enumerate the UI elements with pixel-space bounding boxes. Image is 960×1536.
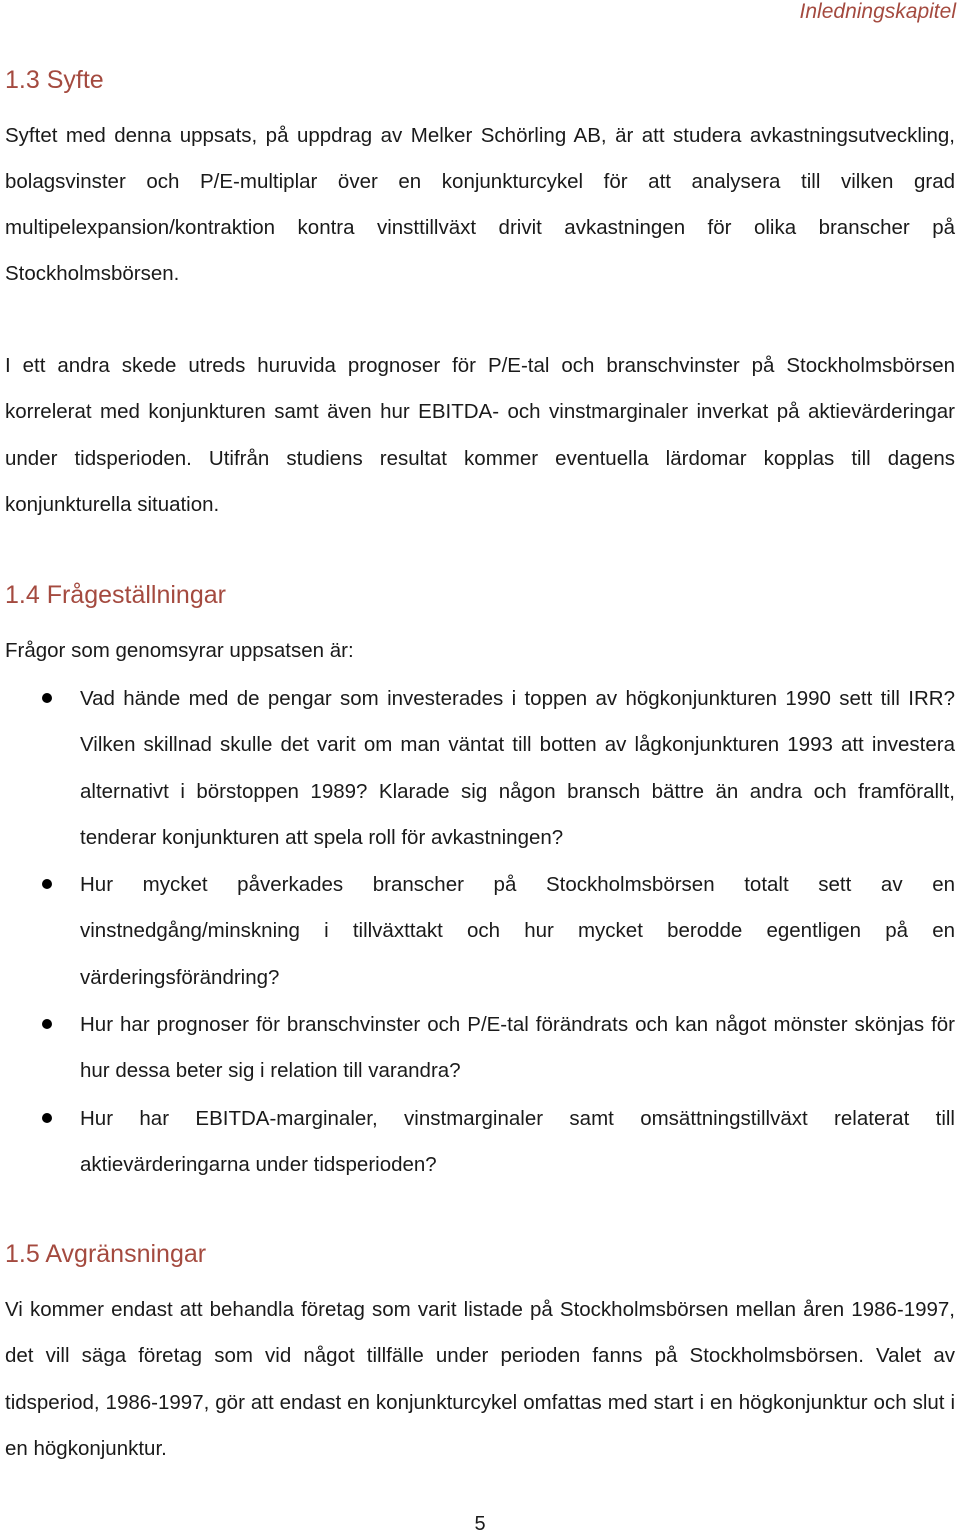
question-item bbox=[0, 1096, 960, 1189]
question-item bbox=[0, 862, 960, 1001]
page-number: 5 bbox=[474, 1513, 486, 1535]
section-heading-fragestallningar: 1.4 Frågeställningar bbox=[5, 581, 226, 609]
section-heading-syfte: 1.3 Syfte bbox=[5, 66, 104, 94]
running-header: Inledningskapitel bbox=[799, 0, 956, 23]
question-text: Hur mycket påverkades branscher på Stockholmsbörsen totalt sett av en vinstnedgång/minskning i tillväxttakt och hur mycket berodde egentligen på en värderingsförändring? bbox=[80, 873, 955, 989]
question-item bbox=[0, 1002, 960, 1095]
question-text: Hur har EBITDA-marginaler, vinstmarginaler samt omsättningstillväxt relaterat till aktievärderingarna under tidsperioden? bbox=[80, 1106, 955, 1176]
bullet-icon bbox=[42, 1113, 52, 1123]
question-text: Vad hände med de pengar som investerades i toppen av högkonjunkturen 1990 sett till IRR? Vilken skillnad skulle det varit om man väntat till botten av lågkonjunkturen 1993 att investera alternativt i börstoppen 1989? Klarade sig någon bransch bättre än andra och framförallt, tenderar konjunkturen att spela roll för avkastningen? bbox=[80, 687, 955, 849]
bullet-icon bbox=[42, 879, 52, 889]
section-heading-avgransningar: 1.5 Avgränsningar bbox=[5, 1240, 207, 1268]
avgransningar-paragraph: Vi kommer endast att behandla företag som varit listade på Stockholmsbörsen mellan åren 1986-1997, det vill säga företag som vid något tillfälle under perioden fanns på Stockholmsbörsen. Valet av tidsperiod, 1986-1997, gör att endast en konjunkturcykel omfattas med start i en högkonjunktur och slut i en högkonjunktur. bbox=[5, 1298, 955, 1460]
bullet-icon bbox=[42, 693, 52, 703]
question-list bbox=[0, 676, 960, 1188]
syfte-paragraph-1: Syftet med denna uppsats, på uppdrag av Melker Schörling AB, är att studera avkastningsutveckling, bolagsvinster och P/E-multiplar över en konjunkturcykel för att analysera till vilken grad multipelexpansion/kontraktion kontra vinsttillväxt drivit avkastningen för olika branscher på Stockholmsbörsen. bbox=[5, 124, 955, 285]
syfte-paragraph-2: I ett andra skede utreds huruvida prognoser för P/E-tal och branschvinster på Stockholmsbörsen korrelerat med konjunkturen samt även hur EBITDA- och vinstmarginaler inverkat på aktievärderingar under tidsperioden. Utifrån studiens resultat kommer eventuella lärdomar kopplas till dagens konjunkturella situation. bbox=[5, 354, 955, 516]
bullet-icon bbox=[42, 1019, 52, 1029]
fragestallningar-intro: Frågor som genomsyrar uppsatsen är: bbox=[5, 639, 354, 662]
question-item bbox=[0, 676, 960, 861]
question-text: Hur har prognoser för branschvinster och P/E-tal förändrats och kan något mönster skönjas för hur dessa beter sig i relation till varandra? bbox=[80, 1013, 955, 1083]
